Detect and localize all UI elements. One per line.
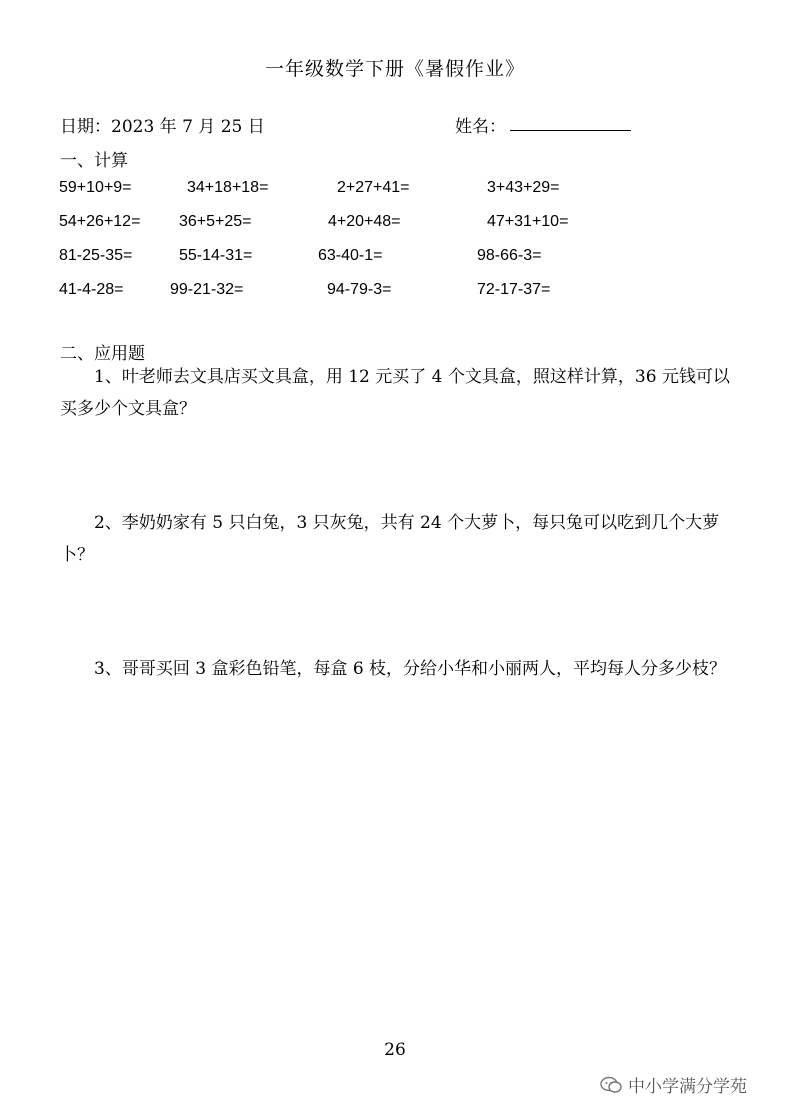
- calc-item: 4+20+48=: [328, 213, 401, 230]
- date-line: 日期：2023 年 7 月 25 日: [60, 117, 265, 137]
- watermark-text: 中小学满分学苑: [628, 1077, 747, 1097]
- page-number: 26: [384, 1040, 406, 1060]
- calc-item: 36+5+25=: [179, 213, 252, 230]
- calc-item: 41-4-28=: [59, 281, 124, 298]
- page-title: 一年级数学下册《暑假作业》: [264, 58, 525, 80]
- word-problem-3: 3、哥哥买回 3 盒彩色铅笔，每盒 6 枝，分给小华和小丽两人，平均每人分多少枝？: [94, 659, 727, 679]
- name-label: 姓名：: [455, 117, 506, 137]
- calc-item: 3+43+29=: [487, 179, 560, 196]
- calc-item: 99-21-32=: [170, 281, 244, 298]
- calc-item: 94-79-3=: [327, 281, 392, 298]
- calc-item: 81-25-35=: [59, 247, 133, 264]
- calc-item: 72-17-37=: [477, 281, 551, 298]
- calc-item: 34+18+18=: [187, 179, 269, 196]
- name-blank-line: [510, 130, 631, 131]
- section-heading-word-problems: 二、应用题: [60, 344, 145, 364]
- calc-item: 54+26+12=: [59, 213, 141, 230]
- calc-item: 55-14-31=: [179, 247, 253, 264]
- word-problem-1: 1、叶老师去文具店买文具盒，用 12 元买了 4 个文具盒，照这样计算，36 元钱可以买多少个文具盒？: [60, 367, 730, 419]
- calc-item: 2+27+41=: [337, 179, 410, 196]
- calc-item: 59+10+9=: [59, 179, 132, 196]
- calc-item: 98-66-3=: [477, 247, 542, 264]
- section-heading-calc: 一、计算: [60, 151, 128, 171]
- calc-item: 63-40-1=: [318, 247, 383, 264]
- calc-item: 47+31+10=: [487, 213, 569, 230]
- word-problem-2: 2、李奶奶家有 5 只白兔，3 只灰兔，共有 24 个大萝卜，每只兔可以吃到几个大萝卜？: [60, 513, 720, 565]
- watermark: [600, 1072, 747, 1097]
- chat-bubble-icon: [600, 1076, 622, 1094]
